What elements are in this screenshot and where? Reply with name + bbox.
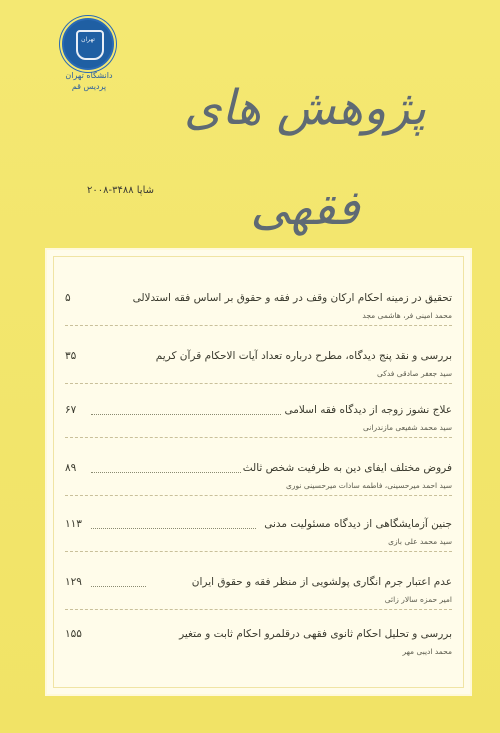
toc-entry[interactable] [65,628,452,676]
toc-entry[interactable] [65,518,452,566]
article-author: امیر حمزه سالار زائی [384,595,452,604]
campus-name: پردیس قم [71,82,107,91]
stub-mark [484,82,490,98]
issn: شاپا ۳۴۸۸-۲۰۰۸ [86,185,154,196]
article-title: عدم اعتبار جرم انگاری پولشویی از منظر فقه و حقوق ایران [191,576,452,588]
article-title: فروض مختلف ایفای دین به ظرفیت شخص ثالث [242,462,452,474]
divider [65,383,452,384]
article-page: ۶۷ [65,404,77,416]
article-title: بررسی و تحلیل احکام ثانوی فقهی درقلمرو احکام ثابت و متغیر [179,628,452,640]
divider [65,609,452,610]
article-author: سید احمد میرحسینی، فاطمه سادات میرحسینی نوری [286,481,452,490]
leader-dots [91,413,281,415]
divider [65,325,452,326]
article-page: ۵ [65,292,71,304]
leader-dots [91,585,146,587]
logo-text: تهران [81,36,95,43]
toc-entry[interactable] [65,576,452,624]
university-logo [62,18,114,70]
article-page: ۱۲۹ [65,576,82,588]
article-author: محمد ادیبی مهر [402,647,452,656]
article-title: علاج نشوز زوجه از دیدگاه فقه اسلامی [284,404,452,416]
toc-entry[interactable] [65,292,452,340]
article-page: ۱۵۵ [65,628,82,640]
article-page: ۳۵ [65,350,77,362]
article-author: سید محمد علی بازی [388,537,452,546]
leader-dots [91,527,256,529]
divider [65,437,452,438]
article-author: سید محمد شفیعی مازندرانی [363,423,452,432]
divider [65,495,452,496]
article-page: ۸۹ [65,462,77,474]
toc-entry[interactable] [65,350,452,398]
divider [65,551,452,552]
logo-emblem-icon [76,30,104,60]
journal-title: پژوهش های فقهی [183,80,427,236]
article-title: جنین آزمایشگاهی از دیدگاه مسئولیت مدنی [264,518,452,530]
article-title: بررسی و نقد پنج دیدگاه، مطرح درباره تعداد آیات الاحکام قرآن کریم [155,350,452,362]
article-author: محمد امینی فر، هاشمی مجد [362,311,452,320]
university-name: دانشگاه تهران [65,71,113,80]
article-author: سید جعفر صادقی فدکی [377,369,452,378]
article-title: تحقیق در زمینه احکام ارکان وقف در فقه و حقوق بر اساس فقه استدلالی [132,292,452,304]
toc-entry[interactable] [65,462,452,510]
leader-dots [91,471,241,473]
toc-entry[interactable] [65,404,452,452]
article-page: ۱۱۳ [65,518,82,530]
table-of-contents [45,248,472,696]
